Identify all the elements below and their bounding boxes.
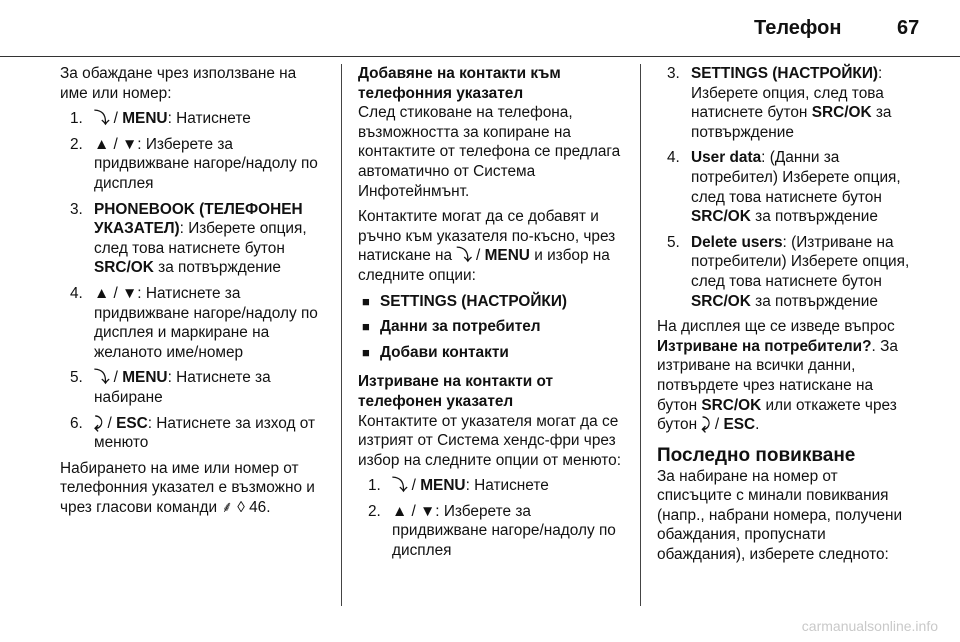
bullet-text: Добави контакти (380, 343, 509, 361)
voice-command-icon: ⸙ (221, 498, 233, 516)
column-left (60, 64, 326, 523)
separator: / (407, 477, 421, 495)
step-number: 1. (70, 110, 83, 128)
src-ok-key: SRC/OK (701, 396, 762, 414)
separator: / (103, 414, 117, 432)
separator: / (109, 369, 123, 387)
paragraph-text: Контактите могат да се добавят и ръчно към указателя по-късно, чрез натискане на (358, 208, 616, 265)
step-text-end: за потвърждение (691, 104, 892, 141)
menu-key: MENU (484, 247, 530, 265)
page-footer (0, 612, 960, 642)
step-number: 2. (368, 502, 381, 520)
option-name: Delete users (691, 233, 783, 251)
step-number: 5. (70, 369, 83, 387)
call-key-icon: ⤵ (94, 369, 110, 387)
page-reference: ◊ 46. (232, 498, 271, 516)
step-text: : Натиснете (167, 110, 251, 128)
option-name: SETTINGS (НАСТРОЙКИ) (691, 65, 879, 82)
step-text-end: за потвърждение (750, 208, 878, 226)
bullet-text: Данни за потребител (380, 318, 541, 336)
header-divider (0, 56, 960, 57)
hangup-key-icon: ⤸ (701, 416, 711, 434)
column-divider-1 (341, 64, 342, 606)
paragraph-confirm (657, 317, 915, 435)
option-name: PHONEBOOK (ТЕЛЕФОНЕН УКАЗАТЕЛ) (94, 200, 303, 238)
src-ok-key: SRC/OK (691, 208, 751, 226)
step-text: : Изберете опция, след това натиснете бутон (94, 220, 307, 257)
watermark: carmanualsonline.info (801, 618, 938, 634)
step-number: 5. (667, 233, 680, 251)
separator: / (109, 110, 123, 128)
step-number: 2. (70, 135, 83, 153)
src-ok-key: SRC/OK (811, 104, 872, 122)
step-1 (358, 476, 624, 496)
page-number: 67 (897, 17, 920, 39)
bullet-square-icon: ■ (362, 344, 370, 360)
bullet-item (358, 292, 624, 312)
page-header (0, 0, 960, 56)
paragraph-text: или откажете чрез бутон (657, 396, 897, 434)
step-text: : Изберете за придвижване нагоре/надолу по дисплея (94, 135, 318, 192)
step-number: 6. (70, 414, 83, 432)
step-text: : (Данни за потребител) Изберете опция, след това натиснете бутон (691, 149, 901, 206)
step-text: : Натиснете за изход от менюто (94, 414, 316, 452)
heading-delete-contacts: Изтриване на контакти от телефонен указател (358, 373, 554, 410)
step-text: : Натиснете за придвижване нагоре/надолу по дисплея и маркиране на желаното име/номер (94, 284, 318, 361)
outro-text: Набирането на име или номер от телефонния указател е възможно и чрез гласови команди (60, 459, 315, 516)
esc-key: ESC (116, 414, 148, 432)
step-text: : (Изтриване на потребители) Изберете опция, след това натиснете бутон (691, 233, 910, 290)
step-3 (657, 64, 915, 142)
call-key-icon: ⤵ (94, 110, 110, 128)
outro-paragraph (60, 459, 326, 518)
paragraph-manual-add (358, 207, 624, 285)
heading-recent-calls: Последно повикване (657, 444, 856, 466)
step-6 (60, 414, 326, 453)
option-name: User data (691, 149, 762, 167)
step-1 (60, 109, 326, 129)
step-number: 3. (70, 200, 83, 218)
paragraph-text: . За изтриване на всички данни, потвърдете чрез натискане на бутон (657, 337, 898, 414)
paragraph-recent-calls: За набиране на номер от списъците с минали повиквания (напр., набрани номера, получени обаждания, пропуснати обаждания), изберете следното: (657, 467, 903, 564)
step-text: : Натиснете за набиране (94, 369, 271, 406)
bullet-item (358, 317, 624, 337)
step-2 (60, 135, 326, 194)
step-number: 4. (70, 284, 83, 302)
paragraph-text: На дисплея ще се изведе въпрос (657, 318, 895, 336)
step-text: : Изберете за придвижване нагоре/надолу по дисплея (392, 502, 616, 560)
src-ok-key: SRC/OK (691, 292, 751, 310)
step-number: 1. (368, 477, 381, 495)
step-text-end: за потвърждение (750, 292, 878, 310)
step-text-end: за потвърждение (153, 259, 281, 277)
step-3 (60, 200, 326, 278)
step-text: : Натиснете (465, 477, 549, 495)
menu-key: MENU (122, 369, 168, 387)
intro-paragraph: За обаждане чрез използване на име или номер: (60, 65, 297, 102)
hangup-key-icon: ⤸ (94, 414, 104, 432)
column-divider-2 (640, 64, 641, 606)
call-key-icon: ⤵ (456, 247, 472, 265)
step-number: 3. (667, 65, 680, 82)
display-prompt: Изтриване на потребители? (657, 337, 872, 355)
up-down-arrows-icon: ▲ / ▼ (392, 502, 436, 520)
bullet-square-icon: ■ (362, 293, 370, 309)
step-5 (60, 368, 326, 407)
bullet-square-icon: ■ (362, 319, 370, 335)
paragraph-delete: Контактите от указателя могат да се изтрият от Система хендс-фри чрез избор на следните опции от менюто: (358, 412, 621, 469)
paragraph-text-end: и избор на следните опции: (358, 247, 610, 284)
page-title: Телефон (754, 17, 842, 39)
paragraph-pairing: След стиковане на телефона, възможността за копиране на контактите от телефона се предлага автоматично от Система Инфотейнмънт. (358, 104, 621, 200)
step-4 (60, 284, 326, 362)
separator: / (710, 416, 724, 434)
heading-add-contacts: Добавяне на контакти към телефонния указател (358, 65, 561, 102)
src-ok-key: SRC/OK (94, 259, 154, 277)
up-down-arrows-icon: ▲ / ▼ (94, 284, 138, 302)
separator: / (471, 247, 485, 265)
step-text: : Изберете опция, след това натиснете бутон (691, 65, 884, 122)
step-number: 4. (667, 149, 680, 167)
esc-key: ESC (723, 416, 756, 434)
paragraph-text-end: . (755, 416, 760, 434)
bullet-text: SETTINGS (НАСТРОЙКИ) (380, 292, 568, 310)
menu-key: MENU (420, 477, 466, 495)
step-5 (657, 233, 915, 311)
step-4 (657, 148, 915, 226)
up-down-arrows-icon: ▲ / ▼ (94, 135, 138, 153)
column-middle (358, 64, 624, 567)
call-key-icon: ⤵ (392, 477, 408, 495)
menu-key: MENU (122, 110, 168, 128)
column-right (657, 64, 915, 571)
bullet-item (358, 343, 624, 363)
step-2 (358, 502, 624, 561)
